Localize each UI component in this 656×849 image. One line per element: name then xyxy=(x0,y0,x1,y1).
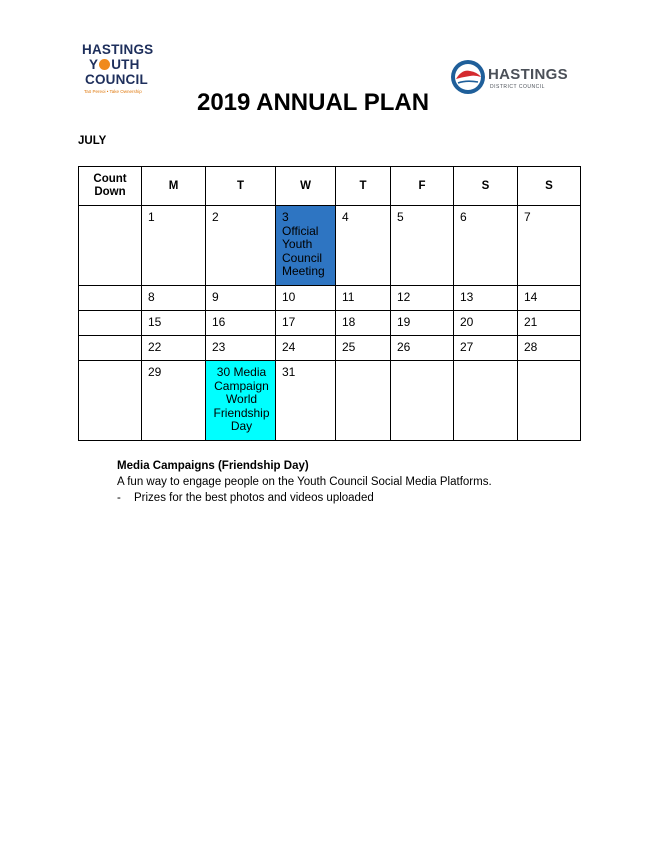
event-text-line: Media xyxy=(233,365,267,379)
calendar-week-row xyxy=(79,286,581,311)
day-cell xyxy=(454,206,518,286)
calendar-table xyxy=(78,166,581,441)
header-saturday: S xyxy=(454,167,518,206)
day-cell xyxy=(336,206,391,286)
day-cell: 15 xyxy=(142,311,206,336)
day-cell xyxy=(454,361,518,441)
event-text-line: Campaign xyxy=(214,378,269,393)
day-cell: 18 xyxy=(336,311,391,336)
day-cell xyxy=(336,361,391,441)
day-cell xyxy=(391,206,454,286)
logo-tagline: Taō Pereoi • Take Ownership xyxy=(84,89,142,94)
bullet-marker: - xyxy=(117,492,121,504)
day-cell xyxy=(142,206,206,286)
day-cell: 11 xyxy=(336,286,391,311)
notes-heading: Media Campaigns (Friendship Day) xyxy=(117,460,309,472)
day-cell: 10 xyxy=(276,286,336,311)
day-cell: 25 xyxy=(336,336,391,361)
month-label: JULY xyxy=(78,135,107,147)
notes-bullet-item xyxy=(117,490,492,506)
logo-line-council: COUNCIL xyxy=(85,72,148,87)
day-number: 5 xyxy=(397,210,404,224)
event-first-line xyxy=(212,366,271,380)
day-cell: 19 xyxy=(391,311,454,336)
day-cell xyxy=(276,361,336,441)
logo-line-youth xyxy=(82,57,162,72)
countdown-cell xyxy=(79,311,142,336)
countdown-cell xyxy=(79,336,142,361)
day-cell: 23 xyxy=(206,336,276,361)
day-cell xyxy=(518,206,581,286)
day-cell-event-media-campaign xyxy=(206,361,276,441)
day-cell xyxy=(518,361,581,441)
day-number: 4 xyxy=(342,210,349,224)
header-thursday: T xyxy=(336,167,391,206)
event-text-line: Friendship xyxy=(213,405,270,420)
day-cell: 24 xyxy=(276,336,336,361)
day-cell: 16 xyxy=(206,311,276,336)
header-tuesday: T xyxy=(206,167,276,206)
day-cell: 20 xyxy=(454,311,518,336)
district-council-subtitle: DISTRICT COUNCIL xyxy=(490,84,545,90)
notes-description: A fun way to engage people on the Youth Council Social Media Platforms. xyxy=(117,476,492,488)
calendar-week-row xyxy=(79,311,581,336)
event-text-line: Day xyxy=(230,419,253,433)
day-cell: 13 xyxy=(454,286,518,311)
day-cell-event-youth-council-meeting xyxy=(276,206,336,286)
event-text-line: Meeting xyxy=(282,264,325,278)
day-cell xyxy=(142,361,206,441)
event-text-line: Official xyxy=(282,223,319,238)
day-number: 2 xyxy=(212,210,219,224)
calendar-week-row xyxy=(79,361,581,441)
header-countdown: Count Down xyxy=(79,167,142,206)
event-text-line: World xyxy=(225,392,258,406)
calendar-header-row xyxy=(79,167,581,206)
logo-letter-y: Y xyxy=(89,57,99,72)
day-cell: 27 xyxy=(454,336,518,361)
header-wednesday: W xyxy=(276,167,336,206)
event-text-line: Council xyxy=(282,250,323,265)
day-cell: 26 xyxy=(391,336,454,361)
notes-section xyxy=(117,458,492,506)
day-cell: 8 xyxy=(142,286,206,311)
day-number: 29 xyxy=(148,365,162,379)
header-monday: M xyxy=(142,167,206,206)
day-cell: 12 xyxy=(391,286,454,311)
day-cell xyxy=(206,206,276,286)
day-cell xyxy=(391,361,454,441)
day-number: 7 xyxy=(524,210,531,224)
countdown-cell xyxy=(79,286,142,311)
calendar-week-row xyxy=(79,206,581,286)
day-cell: 28 xyxy=(518,336,581,361)
day-cell: 9 xyxy=(206,286,276,311)
day-cell: 14 xyxy=(518,286,581,311)
page-title: 2019 ANNUAL PLAN xyxy=(196,89,430,116)
header-friday: F xyxy=(391,167,454,206)
logo-line-hastings: HASTINGS xyxy=(82,42,154,57)
district-council-name: HASTINGS xyxy=(488,66,568,83)
day-number: 30 xyxy=(216,365,231,379)
countdown-cell xyxy=(79,361,142,441)
day-number: 1 xyxy=(148,210,155,224)
day-cell: 17 xyxy=(276,311,336,336)
logo-orange-figure-icon xyxy=(99,59,110,70)
countdown-cell xyxy=(79,206,142,286)
bullet-text: Prizes for the best photos and videos uploaded xyxy=(134,492,374,504)
day-number: 6 xyxy=(460,210,467,224)
logo-letters-uth: UTH xyxy=(111,57,140,72)
day-number: 31 xyxy=(282,365,296,379)
day-cell: 21 xyxy=(518,311,581,336)
calendar-week-row xyxy=(79,336,581,361)
header-sunday: S xyxy=(518,167,581,206)
day-cell: 22 xyxy=(142,336,206,361)
event-text-line: Youth xyxy=(282,237,313,251)
day-number: 3 xyxy=(282,210,289,224)
